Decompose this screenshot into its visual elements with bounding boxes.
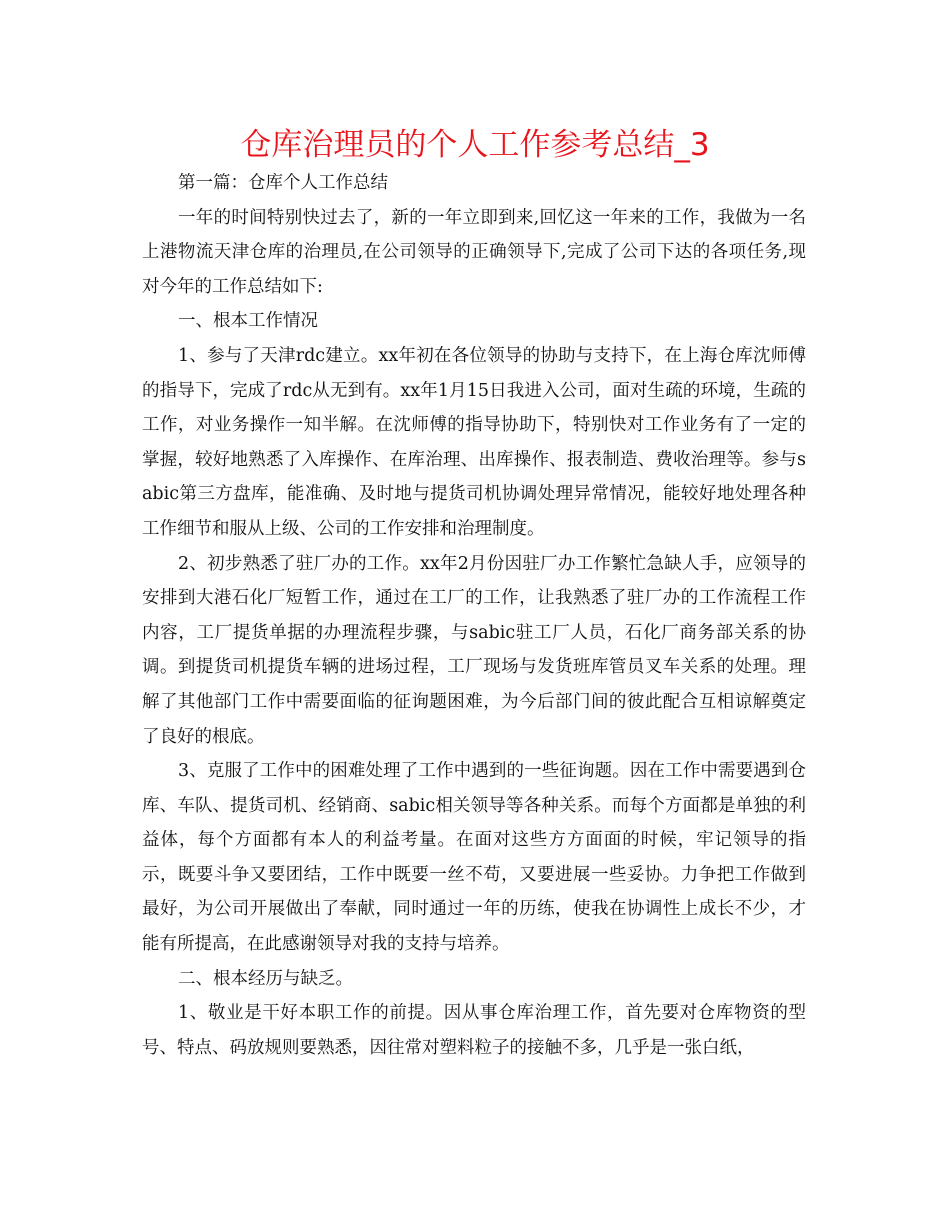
document-title: 仓库治理员的个人工作参考总结_3 [240,127,710,163]
section-heading: 二、根本经历与缺乏。 [178,968,353,989]
document-body [142,166,806,1065]
paragraph: 1、敬业是干好本职工作的前提。因从事仓库治理工作，首先要对仓库物资的型号、特点、码放规则要熟悉，因往常对塑料粒子的接触不多，几乎是一张白纸， [142,1003,806,1058]
paragraph: 2、初步熟悉了驻厂办的工作。xx年2月份因驻厂办工作繁忙急缺人手，应领导的安排到大港石化厂短暂工作，通过在工厂的工作，让我熟悉了驻厂办的工作流程工作内容，工厂提货单据的办理流程步骤，与sabic驻工厂人员，石化厂商务部关系的协调。到提货司机提货车辆的进场过程，工厂现场与发货班库管员叉车关系的处理。理解了其他部门工作中需要面临的征询题困难，为今后部门间的彼此配合互相谅解奠定了良好的根底。 [142,553,806,747]
paragraph: 3、克服了工作中的困难处理了工作中遇到的一些征询题。因在工作中需要遇到仓库、车队、提货司机、经销商、sabic相关领导等各种关系。而每个方面都是单独的利益体，每个方面都有本人的利益考量。在面对这些方方面面的时候，牢记领导的指示，既要斗争又要团结，工作中既要一丝不苟，又要进展一些妥协。力争把工作做到最好，为公司开展做出了奉献，同时通过一年的历练，使我在协调性上成长不少，才能有所提高，在此感谢领导对我的支持与培养。 [142,761,806,955]
paragraph: 1、参与了天津rdc建立。xx年初在各位领导的协助与支持下，在上海仓库沈师傅的指导下，完成了rdc从无到有。xx年1月15日我进入公司，面对生疏的环境，生疏的工作，对业务操作一知半解。在沈师傅的指导协助下，特别快对工作业务有了一定的掌握，较好地熟悉了入库操作、在库治理、出库操作、报表制造、费收治理等。参与sabic第三方盘库，能准确、及时地与提货司机协调处理异常情况，能较好地处理各种工作细节和服从上级、公司的工作安排和治理制度。 [142,345,806,539]
section-heading: 一、根本工作情况 [178,311,318,332]
intro-paragraph: 一年的时间特别快过去了，新的一年立即到来,回忆这一年来的工作，我做为一名上港物流天津仓库的治理员,在公司领导的正确领导下,完成了公司下达的各项任务,现对今年的工作总结如下: [142,207,806,297]
section-heading: 第一篇：仓库个人工作总结 [178,173,388,193]
